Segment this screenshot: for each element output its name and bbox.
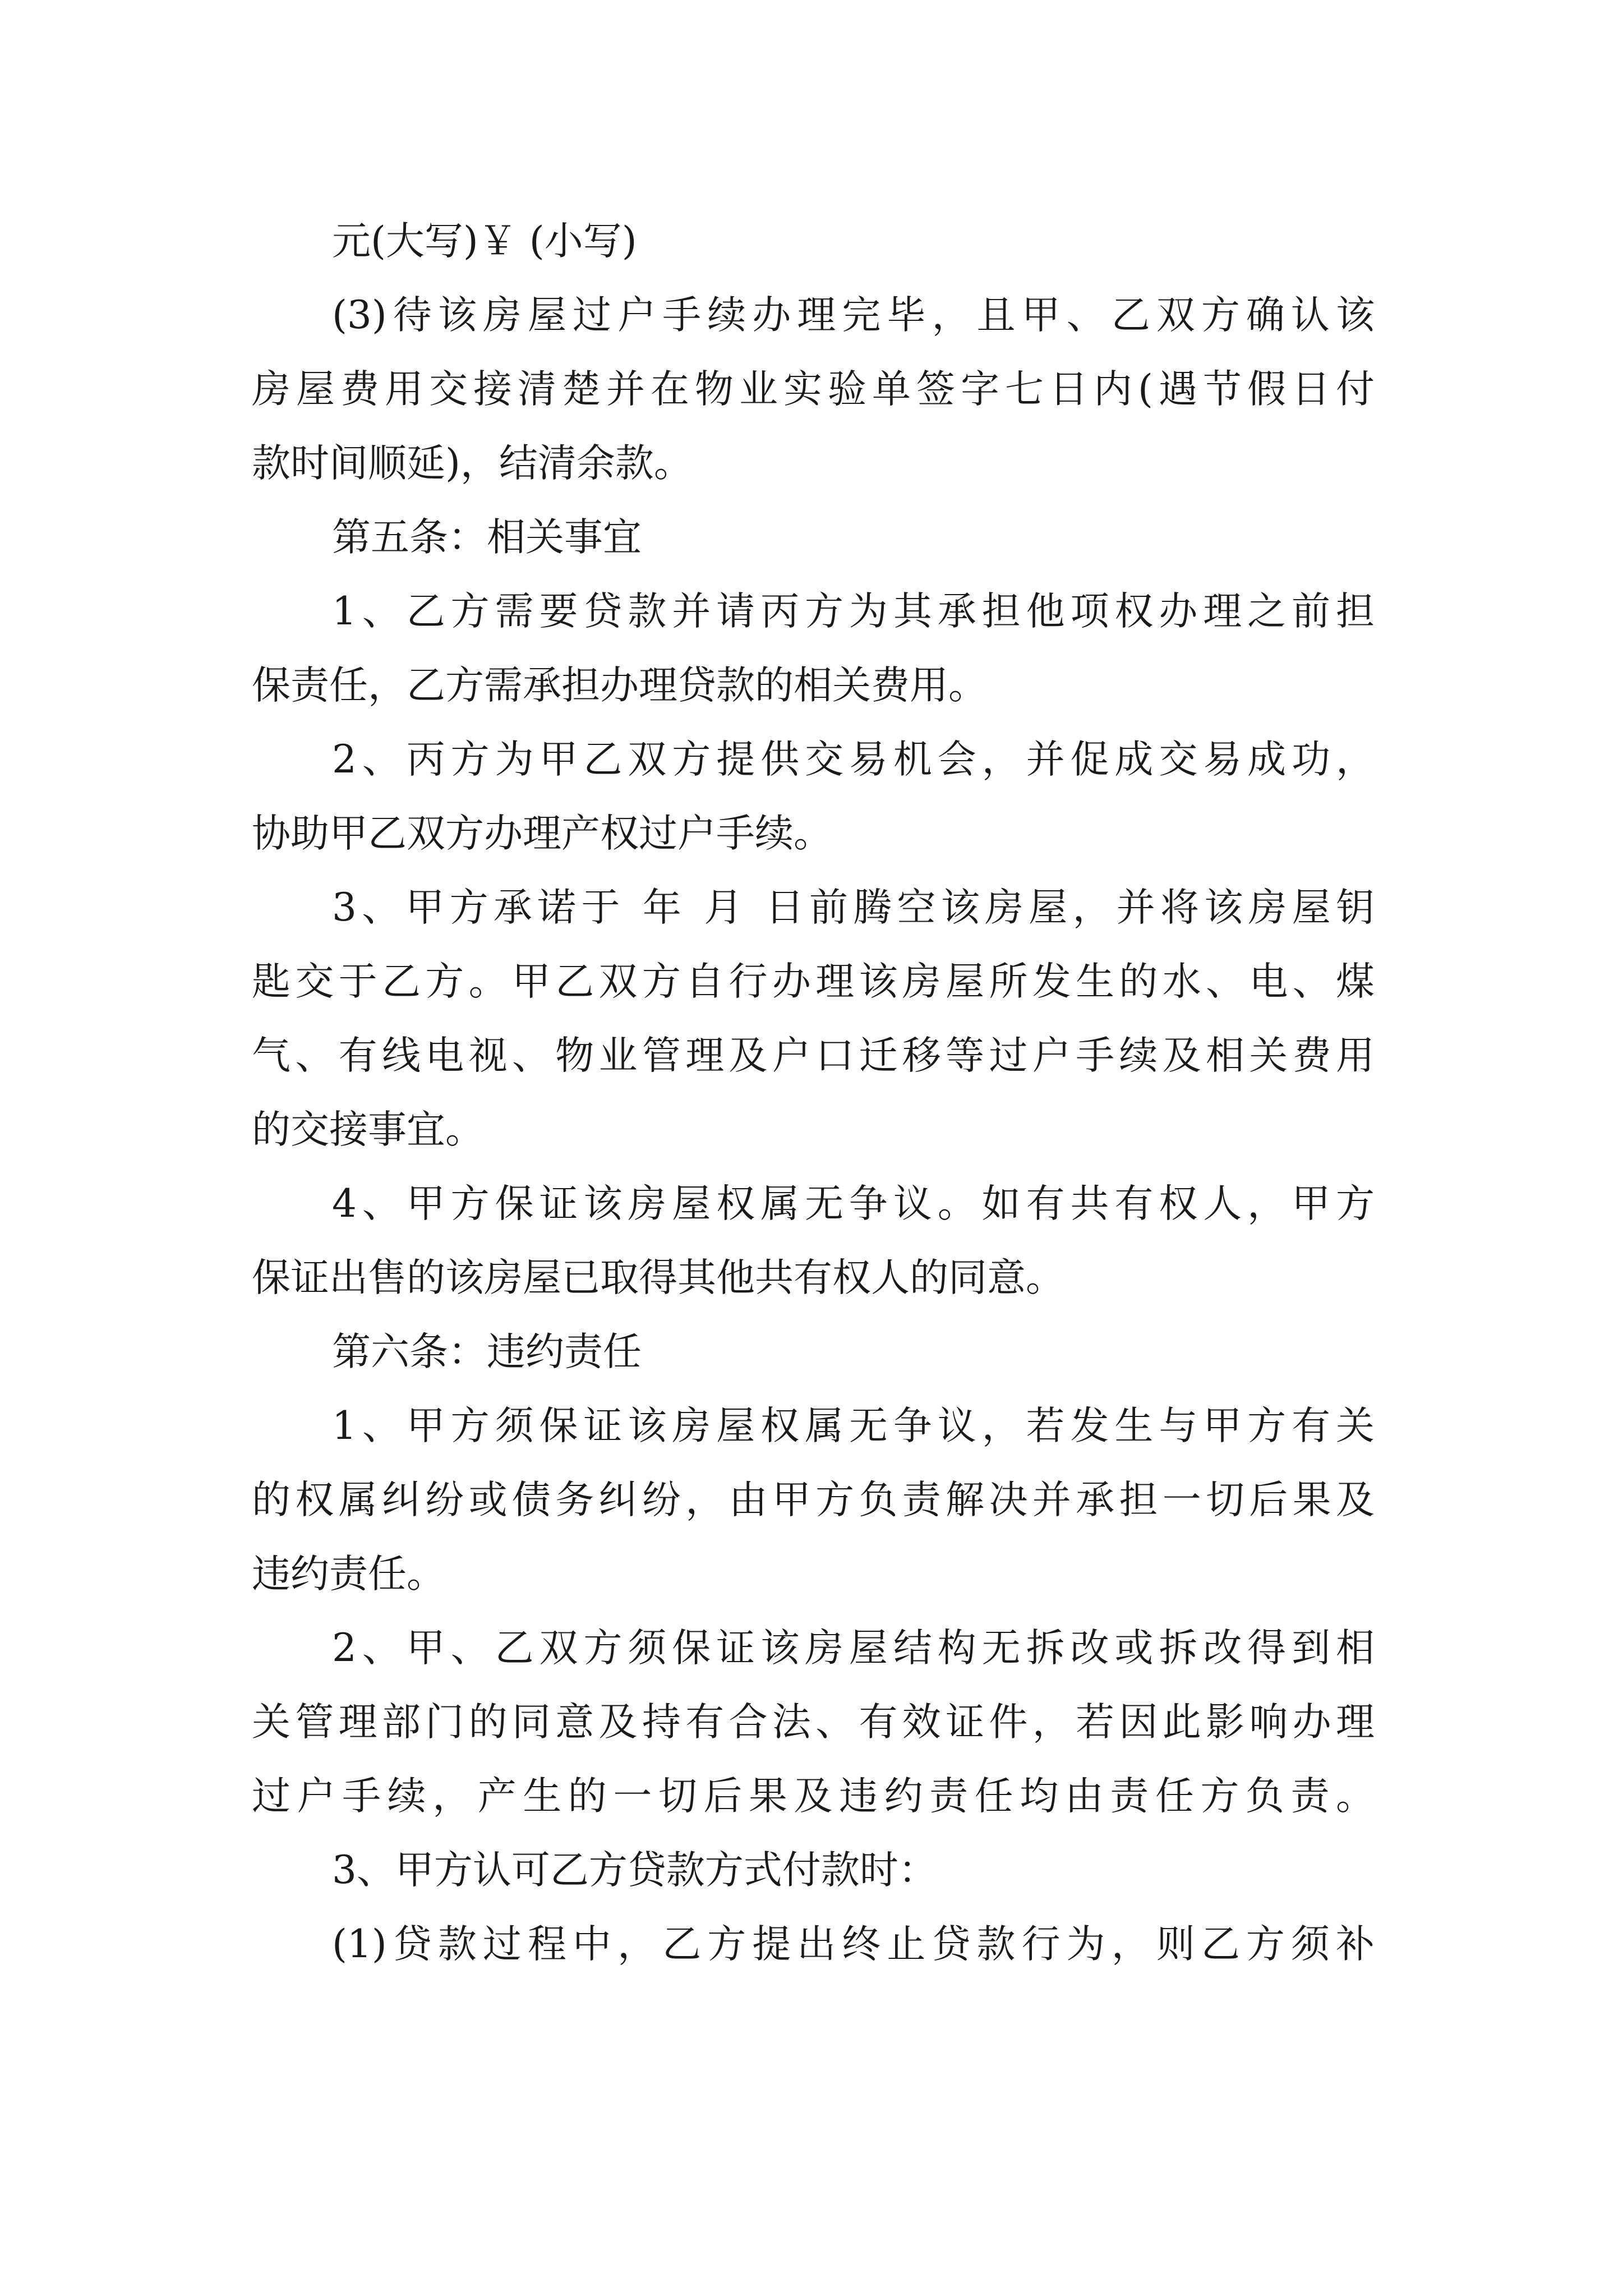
text-line: 关管理部门的同意及持有合法、有效证件，若因此影响办理 [252,1700,1375,1745]
text-line: 违约责任。 [252,1552,445,1596]
text-line: 款时间顺延)，结清余款。 [252,441,693,486]
text-line: 1、乙方需要贷款并请丙方为其承担他项权办理之前担 [332,589,1375,634]
text-line: 2、丙方为甲乙双方提供交易机会，并促成交易成功， [332,737,1375,782]
text-line: 房屋费用交接清楚并在物业实验单签字七日内(遇节假日付 [252,367,1375,412]
text-line: 气、有线电视、物业管理及户口迁移等过户手续及相关费用 [252,1033,1375,1078]
text-line: 元(大写)￥ (小写) [332,219,637,264]
text-line: 过户手续，产生的一切后果及违约责任均由责任方负责。 [252,1774,1375,1819]
text-line: 1、甲方须保证该房屋权属无争议，若发生与甲方有关 [332,1404,1375,1448]
text-line: 的交接事宜。 [252,1107,484,1152]
text-line: 4、甲方保证该房屋权属无争议。如有共有权人，甲方 [332,1181,1375,1226]
text-line: 3、甲方承诺于 年 月 日前腾空该房屋，并将该房屋钥 [332,885,1375,930]
text-line: 匙交于乙方。甲乙双方自行办理该房屋所发生的水、电、煤 [252,959,1375,1004]
text-line: (1)贷款过程中，乙方提出终止贷款行为，则乙方须补 [332,1922,1375,1967]
text-line: (3)待该房屋过户手续办理完毕，且甲、乙双方确认该 [332,293,1375,338]
text-line: 协助甲乙双方办理产权过户手续。 [252,811,832,856]
text-line: 2、甲、乙双方须保证该房屋结构无拆改或拆改得到相 [332,1626,1375,1671]
section-heading: 第五条：相关事宜 [332,515,642,560]
text-line: 的权属纠纷或债务纠纷，由甲方负责解决并承担一切后果及 [252,1478,1375,1522]
text-line: 3、甲方认可乙方贷款方式付款时： [332,1848,937,1893]
section-heading: 第六条：违约责任 [332,1329,642,1374]
text-line: 保责任，乙方需承担办理贷款的相关费用。 [252,663,987,708]
text-line: 保证出售的该房屋已取得其他共有权人的同意。 [252,1255,1064,1300]
